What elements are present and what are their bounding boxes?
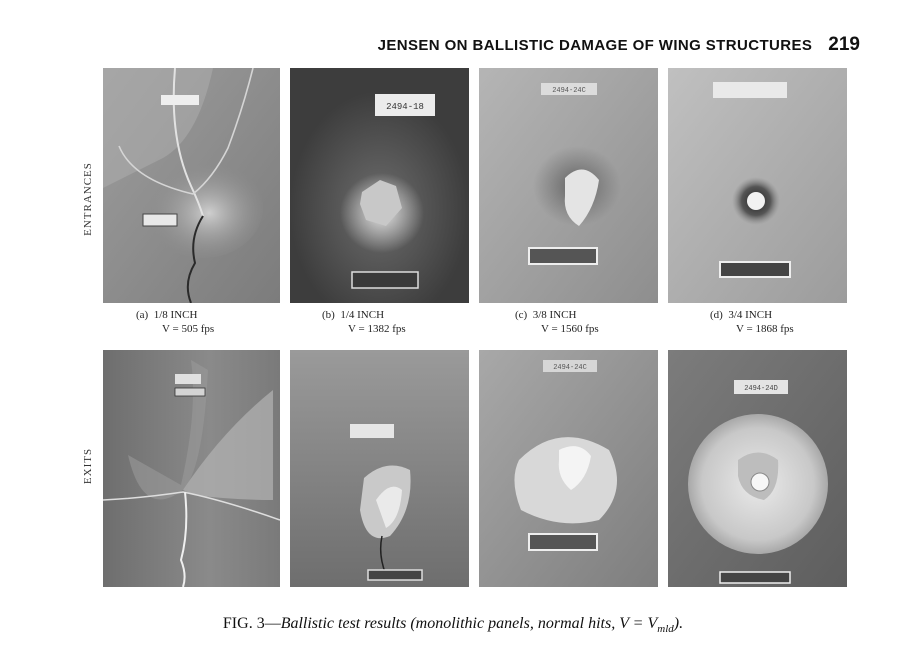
photo-c-entrance <box>479 68 658 303</box>
running-head <box>300 34 860 60</box>
photo-a-entrance <box>103 68 280 303</box>
photo-d-entrance <box>668 68 847 303</box>
caption-c <box>515 308 599 336</box>
caption-c-thickness: 3/8 INCH <box>532 309 577 321</box>
caption-c-letter: (c) <box>515 309 528 321</box>
tag-d-exit: 2494-24D <box>744 385 778 393</box>
figure-end: ). <box>673 615 684 632</box>
figure-caption <box>0 615 906 635</box>
photo-d-exit <box>668 350 847 587</box>
row-label-exits: EXITS <box>82 447 94 485</box>
figure-label: FIG. 3— <box>222 615 281 632</box>
figure-text: Ballistic test results (monolithic panels, normal hits, V = V <box>280 615 658 632</box>
row-label-entrances: ENTRANCES <box>82 162 94 236</box>
caption-d-letter: (d) <box>710 309 723 321</box>
caption-a-velocity: V = 505 fps <box>162 323 215 335</box>
caption-b <box>322 308 406 336</box>
figure-subscript: mld <box>657 623 674 636</box>
caption-b-velocity: V = 1382 fps <box>348 323 406 335</box>
caption-c-velocity: V = 1560 fps <box>541 323 599 335</box>
running-title: JENSEN ON BALLISTIC DAMAGE OF WING STRUCTURES <box>377 37 813 54</box>
caption-a-thickness: 1/8 INCH <box>153 309 198 321</box>
caption-b-thickness: 1/4 INCH <box>340 309 385 321</box>
tag-b-entrance: 2494-18 <box>386 102 424 112</box>
photo-c-exit <box>479 350 658 587</box>
tag-c-exit: 2494-24C <box>553 364 587 372</box>
tag-c-entrance: 2494-24C <box>552 87 586 95</box>
caption-a <box>136 308 214 336</box>
page-number: 219 <box>828 34 860 55</box>
photo-b-exit <box>290 350 469 587</box>
caption-d <box>710 308 794 336</box>
caption-d-velocity: V = 1868 fps <box>736 323 794 335</box>
caption-d-thickness: 3/4 INCH <box>728 309 773 321</box>
caption-b-letter: (b) <box>322 309 335 321</box>
caption-a-letter: (a) <box>136 309 149 321</box>
photo-a-exit <box>103 350 280 587</box>
photo-b-entrance <box>290 68 469 303</box>
